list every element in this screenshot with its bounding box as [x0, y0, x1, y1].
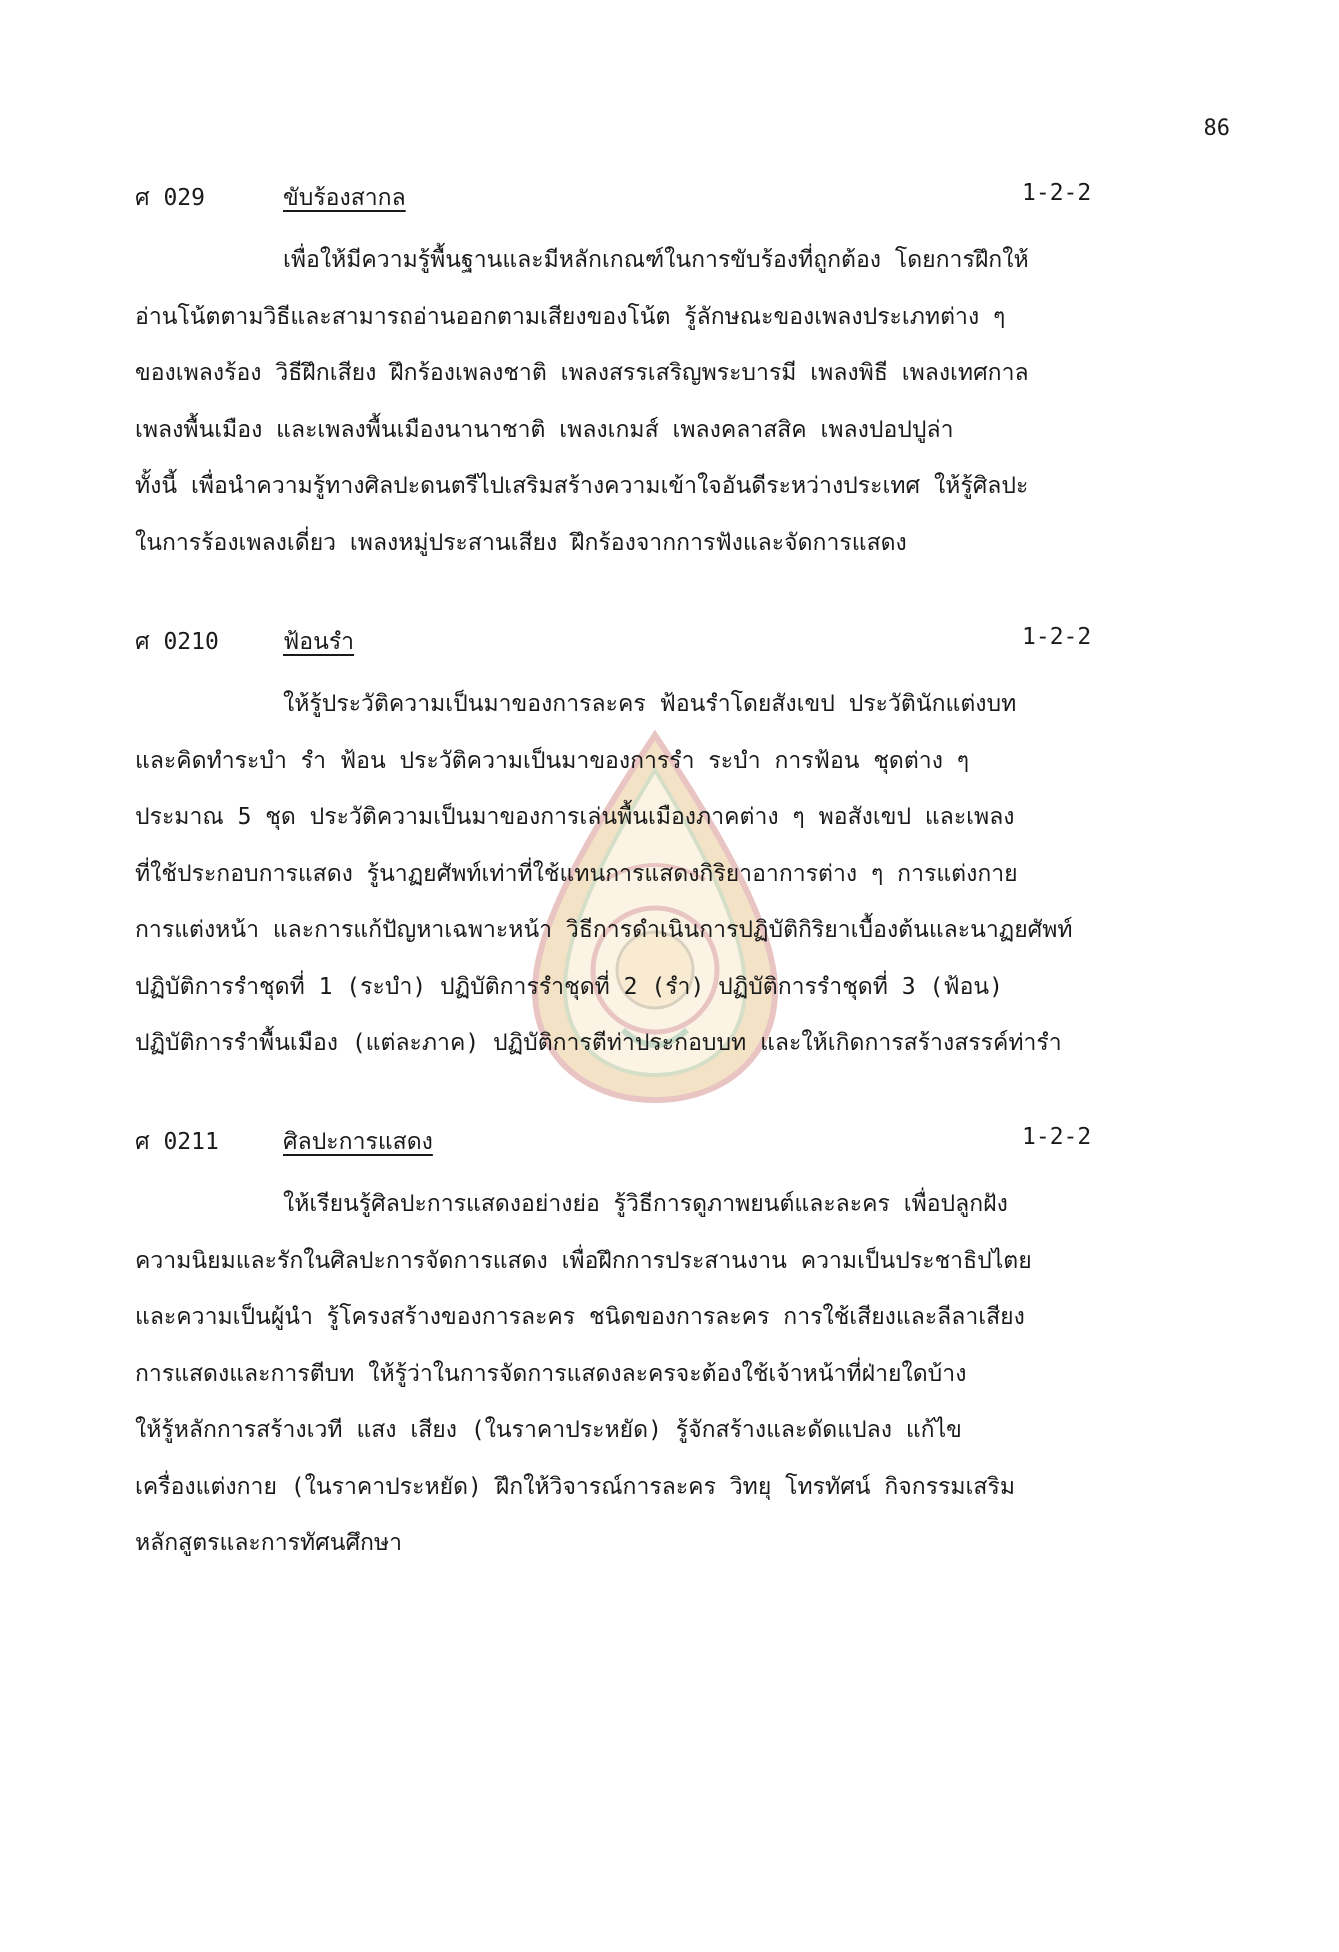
course-credits: 1-2-2 [1022, 180, 1092, 206]
description-line: ทั้งนี้ เพื่อนำความรู้ทางศิลปะดนตรีไปเสริมสร้างความเข้าใจอันดีระหว่างประเทศ ให้รู้ศิลปะ [135, 473, 1029, 499]
description-line: ปฏิบัติการรำพื้นเมือง (แต่ละภาค) ปฏิบัติการตีท่าประกอบบท และให้เกิดการสร้างสรรค์ท่ารำ [135, 1030, 1062, 1056]
description-line: การแต่งหน้า และการแก้ปัญหาเฉพาะหน้า วิธีการดำเนินการปฏิบัติกิริยาเบื้องต้นและนาฏยศัพท์ [135, 917, 1073, 943]
description-line: เพื่อให้มีความรู้พื้นฐานและมีหลักเกณฑ์ในการขับร้องที่ถูกต้อง โดยการฝึกให้ [283, 247, 1029, 273]
course-code: ศ 0211 [135, 1129, 219, 1155]
course-header [135, 180, 1215, 216]
course-description [135, 676, 1215, 1072]
description-line: และคิดทำระบำ รำ ฟ้อน ประวัติความเป็นมาของการรำ ระบำ การฟ้อน ชุดต่าง ๆ [135, 747, 970, 774]
course-title: ฟ้อนรำ [283, 629, 355, 655]
course-section [135, 1124, 1215, 1572]
course-credits: 1-2-2 [1022, 624, 1092, 650]
course-title: ศิลปะการแสดง [283, 1129, 433, 1155]
description-line: ปฏิบัติการรำชุดที่ 1 (ระบำ) ปฏิบัติการรำชุดที่ 2 (รำ) ปฏิบัติการรำชุดที่ 3 (ฟ้อน) [135, 973, 1003, 1000]
description-line: หลักสูตรและการทัศนศึกษา [135, 1530, 403, 1556]
description-line: ที่ใช้ประกอบการแสดง รู้นาฏยศัพท์เท่าที่ใช้แทนการแสดงกิริยาอาการต่าง ๆ การแต่งกาย [135, 860, 1018, 887]
course-code: ศ 029 [135, 185, 205, 211]
description-line: ในการร้องเพลงเดี่ยว เพลงหมู่ประสานเสียง ฝึกร้องจากการฟังและจัดการแสดง [135, 529, 907, 556]
description-line: ของเพลงร้อง วิธีฝึกเสียง ฝึกร้องเพลงชาติ เพลงสรรเสริญพระบารมี เพลงพิธี เพลงเทศกาล [135, 360, 1029, 386]
description-line: การแสดงและการตีบท ให้รู้ว่าในการจัดการแสดงละครจะต้องใช้เจ้าหน้าที่ฝ่ายใดบ้าง [135, 1360, 967, 1387]
course-description [135, 1176, 1215, 1572]
description-line: อ่านโน้ตตามวิธีและสามารถอ่านออกตามเสียงของโน้ต รู้ลักษณะของเพลงประเภทต่าง ๆ [135, 303, 1006, 330]
course-section [135, 180, 1215, 571]
description-line: ประมาณ 5 ชุด ประวัติความเป็นมาของการเล่นพื้นเมืองภาคต่าง ๆ พอสังเขป และเพลง [135, 804, 1015, 830]
description-line: เครื่องแต่งกาย (ในราคาประหยัด) ฝึกให้วิจารณ์การละคร วิทยุ โทรทัศน์ กิจกรรมเสริม [135, 1473, 1015, 1500]
course-credits: 1-2-2 [1022, 1124, 1092, 1150]
course-header [135, 624, 1215, 660]
description-line: เพลงพื้นเมือง และเพลงพื้นเมืองนานาชาติ เพลงเกมส์ เพลงคลาสสิค เพลงปอปปูล่า [135, 416, 954, 443]
description-line: ให้รู้หลักการสร้างเวที แสง เสียง (ในราคาประหยัด) รู้จักสร้างและดัดแปลง แก้ไข [135, 1417, 962, 1443]
description-line: และความเป็นผู้นำ รู้โครงสร้างของการละคร ชนิดของการละคร การใช้เสียงและลีลาเสียง [135, 1304, 1025, 1330]
course-title: ขับร้องสากล [283, 185, 406, 211]
course-code: ศ 0210 [135, 629, 219, 655]
description-line: ให้เรียนรู้ศิลปะการแสดงอย่างย่อ รู้วิธีการดูภาพยนต์และละคร เพื่อปลูกฝัง [283, 1191, 1008, 1217]
course-section [135, 624, 1215, 1072]
description-line: ให้รู้ประวัติความเป็นมาของการละคร ฟ้อนรำโดยสังเขป ประวัตินักแต่งบท [283, 691, 1017, 717]
page-number: 86 [1203, 116, 1230, 141]
description-line: ความนิยมและรักในศิลปะการจัดการแสดง เพื่อฝึกการประสานงาน ความเป็นประชาธิปไตย [135, 1247, 1032, 1274]
course-description [135, 232, 1215, 571]
course-header [135, 1124, 1215, 1160]
